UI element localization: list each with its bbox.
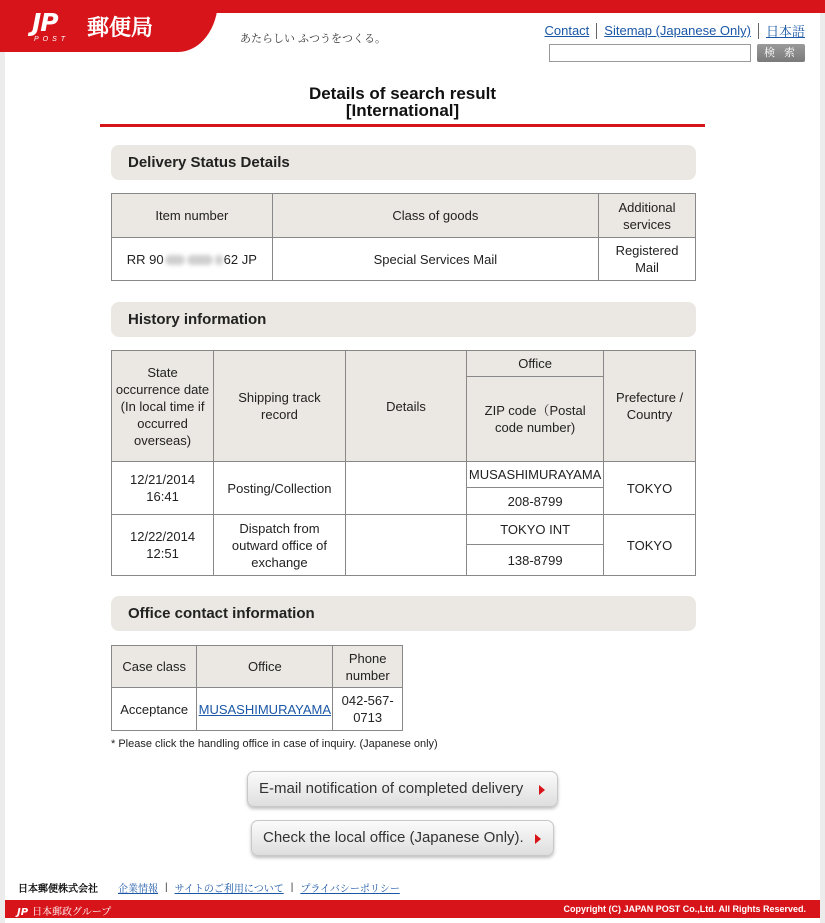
table-row (112, 238, 696, 281)
divider (758, 23, 759, 39)
history-record: Dispatch from outward office of exchange (214, 515, 346, 576)
group-logo (17, 903, 111, 918)
divider: | (165, 882, 168, 893)
privacy-policy-link[interactable]: プライバシーポリシー (300, 884, 400, 895)
search-input[interactable] (549, 44, 751, 62)
divider (596, 23, 597, 39)
office-contact-heading: Office contact information (111, 596, 696, 631)
footer-bar (5, 900, 820, 918)
redacted (165, 255, 185, 265)
copyright: Copyright (C) JAPAN POST Co.,Ltd. All Rights Reserved. (563, 904, 806, 914)
history-record: Posting/Collection (214, 462, 346, 515)
redacted (187, 255, 213, 265)
japanese-link[interactable]: 日本語 (765, 24, 805, 39)
class-of-goods: Special Services Mail (272, 238, 598, 281)
search-button[interactable]: 検 索 (757, 44, 805, 62)
history-date: 12/21/2014 16:41 (112, 462, 214, 515)
office-contact-table (111, 645, 403, 731)
history-prefecture: TOKYO (604, 515, 696, 576)
jp-group-mark: JP (17, 907, 29, 918)
footer-links (18, 880, 400, 895)
title-underline (100, 124, 705, 127)
header-phone: Phone number (333, 646, 403, 688)
header-record: Shipping track record (214, 351, 346, 462)
header-office: Office (467, 351, 604, 377)
table-row (112, 515, 696, 545)
top-links (544, 21, 805, 40)
header-class-of-goods: Class of goods (272, 194, 598, 238)
page-title-line2: [International] (345, 101, 460, 120)
page-title-line1: Details of search result (308, 84, 497, 103)
history-heading: History information (111, 302, 696, 337)
jp-post-logo-mark: JP (32, 8, 58, 37)
header-details: Details (345, 351, 466, 462)
sitemap-link[interactable]: Sitemap (Japanese Only) (604, 23, 751, 38)
history-table (111, 350, 696, 576)
tagline: あたらしい ふつうをつくる。 (240, 33, 387, 45)
site-usage-link[interactable]: サイトのご利用について (174, 884, 284, 895)
history-office: TOKYO INT (467, 515, 604, 545)
history-details (345, 515, 466, 576)
inquiry-note: * Please click the handling office in case of inquiry. (Japanese only) (111, 738, 438, 750)
header-additional-services: Additional services (599, 194, 696, 238)
divider: | (290, 882, 294, 893)
phone-number: 042-567-0713 (333, 688, 403, 731)
header-prefecture: Prefecture / Country (604, 351, 696, 462)
history-details (345, 462, 466, 515)
history-prefecture: TOKYO (604, 462, 696, 515)
logo-post-text: POST (34, 36, 70, 43)
history-date: 12/22/2014 12:51 (112, 515, 214, 576)
table-row (112, 688, 403, 731)
email-notification-label: E-mail notification of completed delivery (259, 780, 524, 797)
header-zip: ZIP code（Postal code number) (467, 377, 604, 462)
logo[interactable] (0, 0, 218, 52)
contact-link[interactable]: Contact (544, 23, 590, 38)
delivery-status-heading: Delivery Status Details (111, 145, 696, 180)
logo-name: 郵便局 (87, 16, 154, 41)
history-zip: 208-8799 (467, 488, 604, 515)
check-local-office-button[interactable] (251, 820, 554, 856)
case-class: Acceptance (112, 688, 197, 731)
history-office: MUSASHIMURAYAMA (467, 462, 604, 488)
arrow-right-icon (539, 785, 545, 795)
page-title (100, 85, 705, 119)
header-date: State occurrence date (In local time if occurred overseas) (112, 351, 214, 462)
email-notification-button[interactable] (247, 771, 558, 807)
arrow-right-icon (535, 834, 541, 844)
redacted (215, 255, 223, 265)
group-name: 日本郵政グループ (32, 907, 112, 918)
footer-company: 日本郵便株式会社 (18, 884, 98, 895)
header-item-number: Item number (112, 194, 273, 238)
history-zip: 138-8799 (467, 545, 604, 576)
table-row (112, 462, 696, 488)
corporate-info-link[interactable]: 企業情報 (118, 884, 158, 895)
header-office: Office (197, 646, 333, 688)
item-number: RR 90 62 JP (112, 238, 273, 281)
additional-services: Registered Mail (599, 238, 696, 281)
delivery-status-table (111, 193, 696, 281)
office-link[interactable]: MUSASHIMURAYAMA (198, 701, 332, 717)
header-case-class: Case class (112, 646, 197, 688)
check-local-office-label: Check the local office (Japanese Only). (263, 829, 524, 846)
